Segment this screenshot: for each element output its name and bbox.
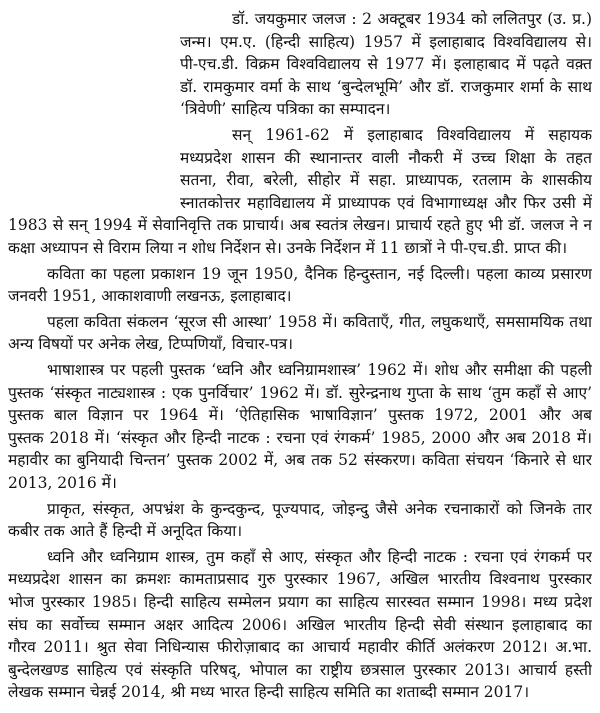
text-line: कबीर तक आते हैं हिन्दी में अनूदित किया। (8, 522, 243, 540)
text-line: पुस्तक 2018 में। ‘संस्कृत और हिन्दी नाटक : रचना एवं रंगकर्म’ 1985, 2000 और अब 2018 में। (8, 429, 592, 447)
text-line: गौरव 2011। श्रुत सेवा निधिन्यास फीरोज़ाबाद का आचार्य महावीर कीर्ति अलंकरण 2012। अ.भा. (8, 638, 592, 656)
text-line: बुन्देलखण्ड साहित्य एवं संस्कृति परिषद्, भोपाल का राष्ट्रीय छत्रसाल पुरस्कार 2013। आचार्य हस्ती (8, 661, 592, 679)
text-line: ध्वनि और ध्वनिग्राम शास्त्र, तुम कहाँ से आए, संस्कृत और हिन्दी नाटक : रचना एवं रंगकर्म पर (47, 548, 592, 566)
text-line: पहला कविता संकलन ‘सूरज सी आस्था’ 1958 में। कविताएँ, गीत, लघुकथाएँ, समसामयिक तथा (47, 313, 592, 331)
text-line: पुस्तक बाल विज्ञान पर 1964 में। ‘ऐतिहासिक भाषाविज्ञान’ पुस्तक 1972, 2001 और अब (8, 406, 592, 424)
text-line: अन्य विषयों पर अनेक लेख, टिप्पणियाँ, विचार-पत्र। (8, 335, 294, 353)
text-line: सतना, रीवा, बरेली, सीहोर में सहा. प्राध्यापक, रतलाम के शासकीय (180, 171, 592, 189)
text-line: भाषाशास्त्र पर पहली पुस्तक ‘ध्वनि और ध्वनिग्रामशास्त्र’ 1962 में। शोध और समीक्षा की पहली (47, 361, 592, 379)
text-line: प्राकृत, संस्कृत, अपभ्रंश के कुन्दकुन्द, पूज्यपाद, जोइन्दु जैसे अनेक रचनाकारों को जिनके तार (47, 500, 592, 518)
text-line: जन्म। एम.ए. (हिन्दी साहित्य) 1957 में इलाहाबाद विश्वविद्यालय से। (180, 33, 592, 51)
text-line: 2013, 2016 में। (8, 474, 117, 492)
text-line: कक्षा अध्यापन से विराम लिया न शोध निर्देशन से। उनके निर्देशन में 11 छात्रों ने पी-एच.डी. प्राप्त की। (8, 239, 568, 257)
text-line: महावीर का बुनियादी चिन्तन’ पुस्तक 2002 में, अब तक 52 संस्करण। कविता संचयन ‘किनारे से धार (8, 451, 592, 469)
text-line: मध्यप्रदेश शासन का क्रमशः कामताप्रसाद गुरु पुरस्कार 1967, अखिल भारतीय विश्वनाथ पुरस्कार (8, 570, 592, 588)
text-line: मध्यप्रदेश शासन की स्थानान्तर वाली नौकरी में उच्च शिक्षा के तहत (180, 149, 592, 167)
text-line: पुस्तक ‘संस्कृत नाट्यशास्त्र : एक पुनर्विचार’ 1962 में। डॉ. सुरेन्द्रनाथ गुप्ता के साथ ‘तुम कहाँ से आए’ (8, 384, 592, 402)
text-line: कविता का पहला प्रकाशन 19 जून 1950, दैनिक हिन्दुस्तान, नई दिल्ली। पहला काव्य प्रसारण (47, 265, 592, 283)
text-line: संघ का सर्वोच्च सम्मान अक्षर आदित्य 2006। अखिल भारतीय हिन्दी सेवी संस्थान इलाहाबाद का (8, 616, 592, 634)
text-line: डॉ. जयकुमार जलज : 2 अक्टूबर 1934 को ललितपुर (उ. प्र.) (232, 10, 592, 28)
text-line: ‘त्रिवेणी’ साहित्य पत्रिका का सम्पादन। (180, 100, 391, 118)
text-line: डॉ. रामकुमार वर्मा के साथ ‘बुन्देलभूमि’ और डॉ. राजकुमार शर्मा के साथ (180, 78, 592, 96)
text-line: 1983 से सन् 1994 में सेवानिवृत्ति तक प्राचार्य। अब स्वतंत्र लेखन। प्राचार्य रहते हुए भी डॉ. जलज ने न (8, 216, 592, 234)
text-line: स्नातकोत्तर महाविद्यालय में प्राध्यापक एवं विभागाध्यक्ष और फिर उसी में (180, 194, 592, 212)
text-line: भोज पुरस्कार 1985। हिन्दी साहित्य सम्मेलन प्रयाग का साहित्य सारस्वत सम्मान 1998। मध्य प्रदेश (8, 593, 592, 611)
text-line: पी-एच.डी. विक्रम विश्वविद्यालय से 1977 में। इलाहाबाद में पढ़ते वक़्त (180, 55, 592, 73)
text-line: जनवरी 1951, आकाशवाणी लखनऊ, इलाहाबाद। (8, 287, 292, 305)
text-line: सन् 1961-62 में इलाहाबाद विश्वविद्यालय में सहायक (232, 126, 592, 144)
text-line: लेखक सम्मान चेन्नई 2014, श्री मध्य भारत हिन्दी साहित्य समिति का शताब्दी सम्मान 2017। (8, 683, 530, 701)
